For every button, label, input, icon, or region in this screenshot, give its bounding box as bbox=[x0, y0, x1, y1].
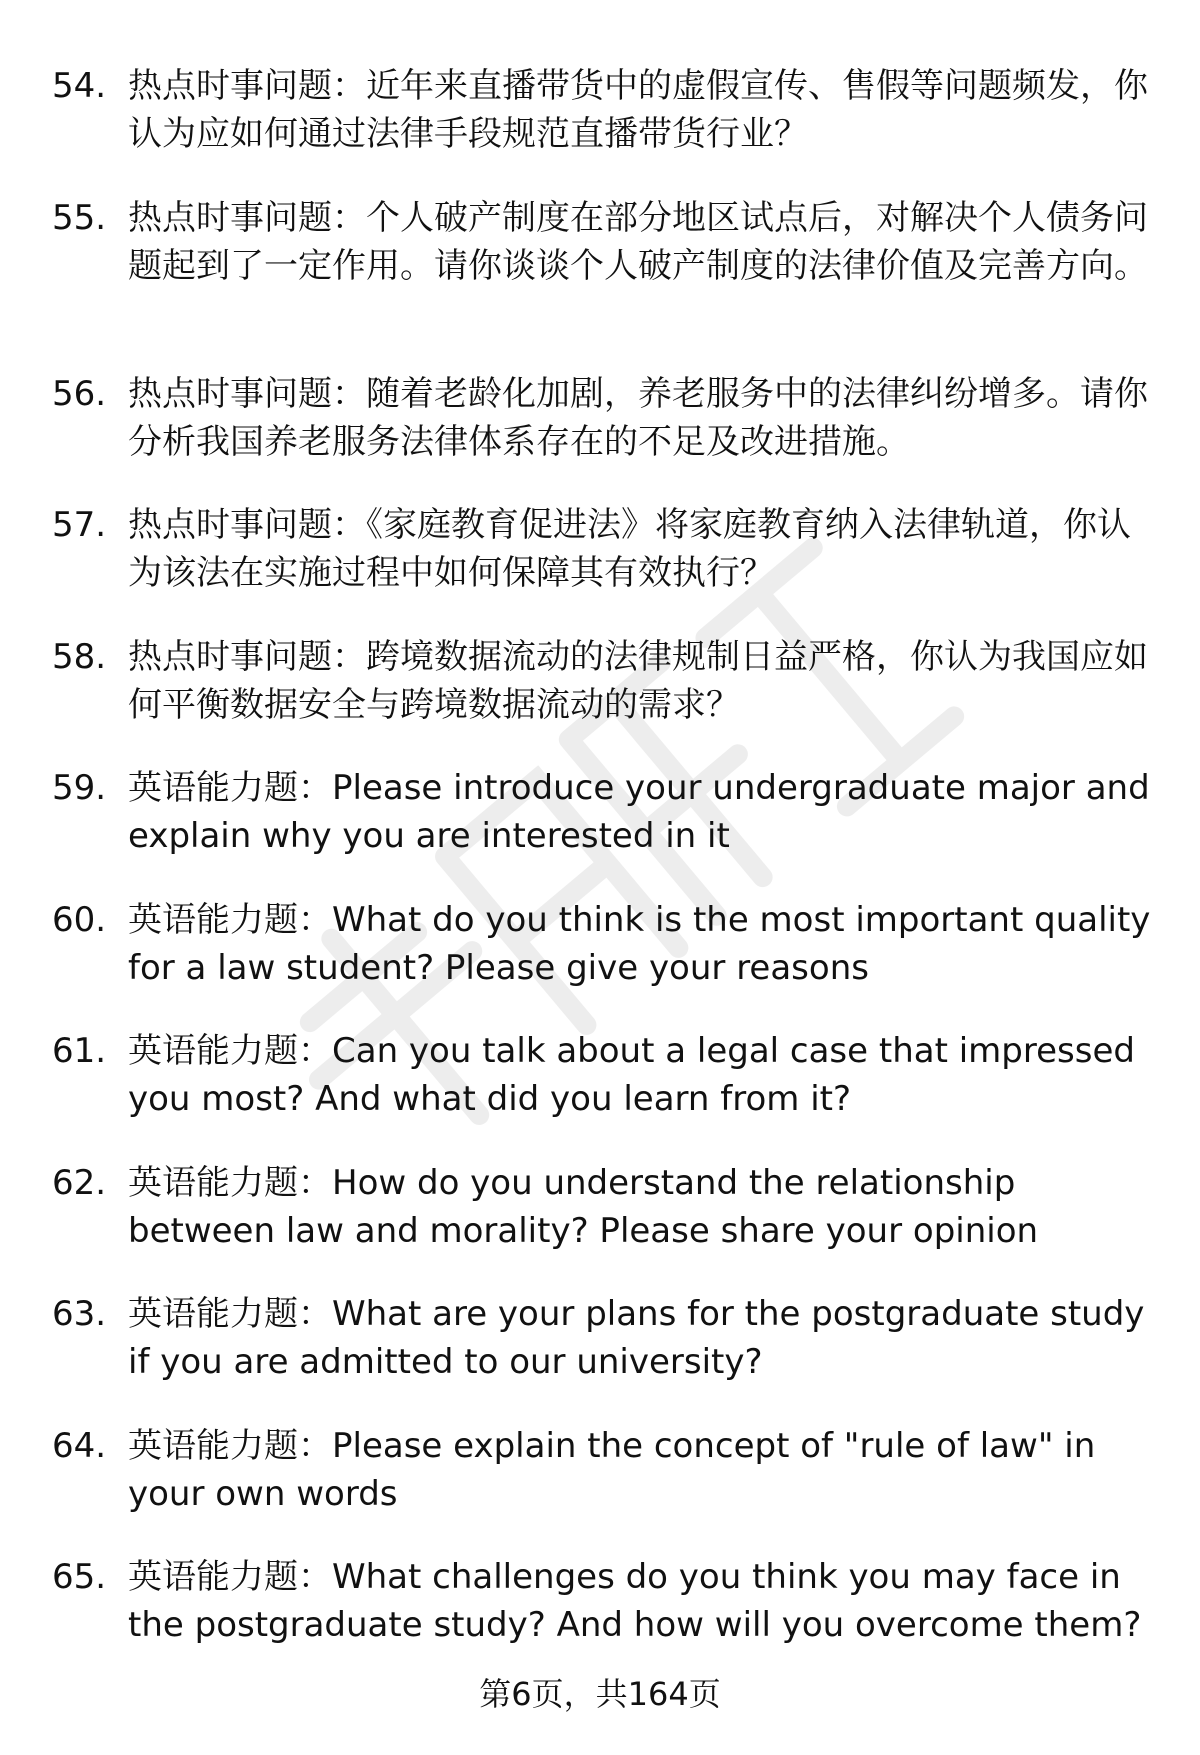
question-item-65 bbox=[52, 1553, 1162, 1685]
question-number: 64. bbox=[52, 1425, 107, 1466]
question-item-59 bbox=[52, 764, 1162, 896]
question-item-63 bbox=[52, 1290, 1162, 1422]
question-text: 英语能力题：Can you talk about a legal case that impressed you most? And what did you learn from it? bbox=[128, 1031, 1135, 1119]
question-text: 英语能力题：What are your plans for the postgraduate study if you are admitted to our university? bbox=[128, 1294, 1145, 1382]
question-number: 59. bbox=[52, 768, 107, 808]
question-item-57 bbox=[52, 501, 1162, 633]
question-number: 58. bbox=[52, 636, 107, 677]
question-text: 热点时事问题：随着老龄化加剧，养老服务中的法律纠纷增多。请你分析我国养老服务法律体系存在的不足及改进措施。 bbox=[128, 373, 1148, 462]
question-item-58 bbox=[52, 633, 1162, 765]
question-text: 热点时事问题：个人破产制度在部分地区试点后，对解决个人债务问题起到了一定作用。请你谈谈个人破产制度的法律价值及完善方向。 bbox=[128, 197, 1148, 286]
question-list bbox=[52, 62, 1162, 1685]
question-text: 英语能力题：Please explain the concept of "rule of law" in your own words bbox=[128, 1425, 1096, 1514]
question-item-55 bbox=[52, 194, 1162, 370]
question-text: 热点时事问题：《家庭教育促进法》将家庭教育纳入法律轨道，你认为该法在实施过程中如何保障其有效执行？ bbox=[128, 505, 1131, 593]
question-text: 英语能力题：What do you think is the most important quality for a law student? Please give your reasons bbox=[128, 899, 1151, 988]
question-text: 英语能力题：What challenges do you think you may face in the postgraduate study? And how will you overcome them? bbox=[128, 1557, 1142, 1645]
question-number: 61. bbox=[52, 1031, 107, 1071]
question-number: 65. bbox=[52, 1557, 107, 1597]
question-number: 56. bbox=[52, 373, 107, 414]
question-number: 55. bbox=[52, 197, 107, 238]
question-number: 54. bbox=[52, 66, 107, 106]
question-text: 英语能力题：How do you understand the relationship between law and morality? Please share your opinion bbox=[128, 1162, 1039, 1251]
question-number: 62. bbox=[52, 1162, 107, 1203]
page-number-footer: 第6页，共164页 bbox=[479, 1675, 721, 1713]
question-item-61 bbox=[52, 1027, 1162, 1159]
question-item-62 bbox=[52, 1159, 1162, 1291]
question-item-54 bbox=[52, 62, 1162, 194]
question-text: 英语能力题：Please introduce your undergraduate major and explain why you are interested in it bbox=[128, 768, 1150, 856]
question-text: 热点时事问题：近年来直播带货中的虚假宣传、售假等问题频发，你认为应如何通过法律手段规范直播带货行业？ bbox=[128, 66, 1148, 154]
question-number: 60. bbox=[52, 899, 107, 940]
question-item-56 bbox=[52, 370, 1162, 502]
question-item-60 bbox=[52, 896, 1162, 1028]
question-item-64 bbox=[52, 1422, 1162, 1554]
question-number: 57. bbox=[52, 505, 107, 545]
question-number: 63. bbox=[52, 1294, 107, 1334]
question-text: 热点时事问题：跨境数据流动的法律规制日益严格，你认为我国应如何平衡数据安全与跨境数据流动的需求？ bbox=[128, 636, 1148, 725]
